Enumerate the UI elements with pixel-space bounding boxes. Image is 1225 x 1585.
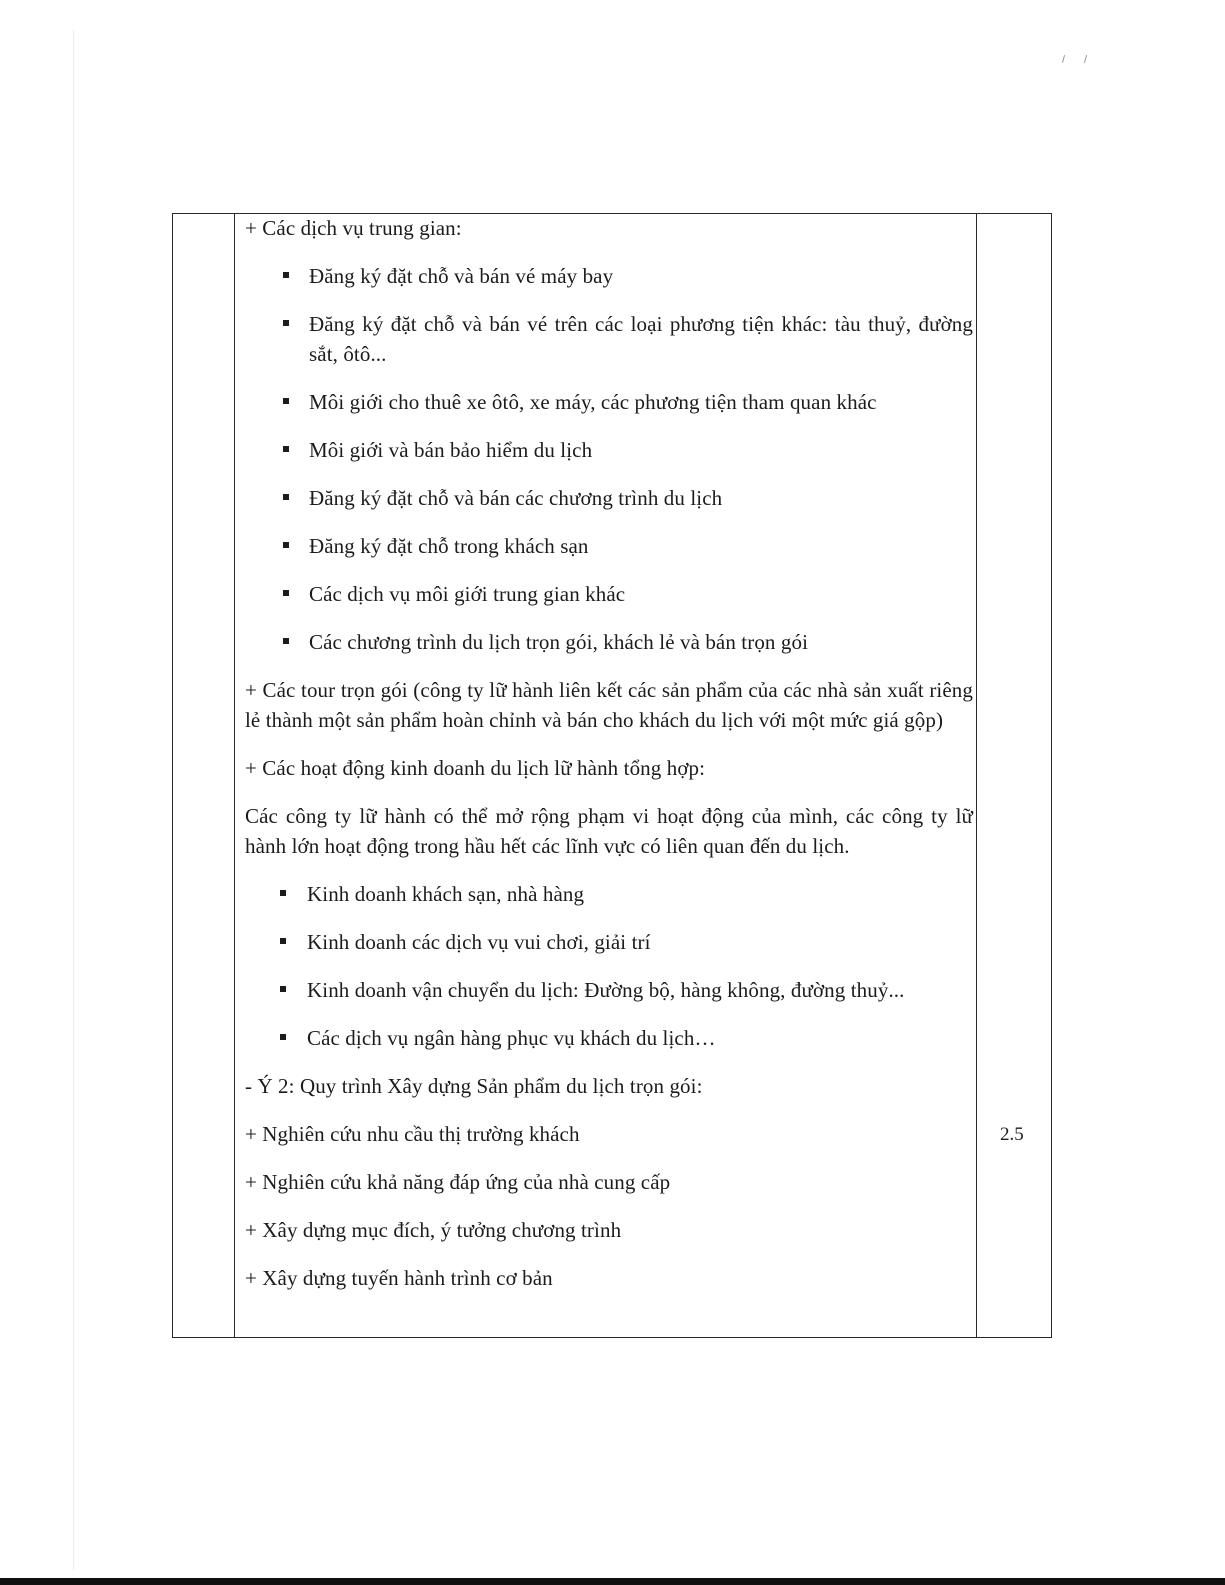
bullet-icon bbox=[280, 1034, 286, 1040]
list-item: Kinh doanh khách sạn, nhà hàng bbox=[245, 879, 973, 909]
general-list bbox=[245, 879, 973, 1053]
list-item: Các dịch vụ ngân hàng phục vụ khách du lịch… bbox=[245, 1023, 973, 1053]
bullet-icon bbox=[280, 890, 286, 896]
answer-content bbox=[245, 213, 973, 1293]
bullet-icon bbox=[280, 986, 286, 992]
scan-mark bbox=[1062, 55, 1065, 63]
list-item: Các chương trình du lịch trọn gói, khách lẻ và bán trọn gói bbox=[245, 627, 973, 657]
list-item: Kinh doanh vận chuyển du lịch: Đường bộ, hàng không, đường thuỷ... bbox=[245, 975, 973, 1005]
process-step: + Xây dựng tuyến hành trình cơ bản bbox=[245, 1266, 553, 1290]
bullet-icon bbox=[283, 320, 289, 326]
list-item: Môi giới cho thuê xe ôtô, xe máy, các phương tiện tham quan khác bbox=[245, 387, 973, 417]
list-item: Đăng ký đặt chỗ và bán vé máy bay bbox=[245, 261, 973, 291]
list-item: Đăng ký đặt chỗ và bán các chương trình du lịch bbox=[245, 483, 973, 513]
list-item: Môi giới và bán bảo hiểm du lịch bbox=[245, 435, 973, 465]
bullet-icon bbox=[283, 272, 289, 278]
intermediary-list bbox=[245, 261, 973, 657]
scan-mark bbox=[1084, 55, 1087, 63]
process-step: + Nghiên cứu khả năng đáp ứng của nhà cung cấp bbox=[245, 1170, 671, 1194]
bullet-icon bbox=[283, 494, 289, 500]
list-item: Các dịch vụ môi giới trung gian khác bbox=[245, 579, 973, 609]
section-heading: + Các dịch vụ trung gian: bbox=[245, 216, 462, 240]
scan-edge bbox=[0, 1578, 1225, 1585]
bullet-icon bbox=[283, 446, 289, 452]
column-divider bbox=[976, 214, 977, 1337]
bullet-icon bbox=[283, 542, 289, 548]
process-step: + Nghiên cứu nhu cầu thị trường khách bbox=[245, 1122, 580, 1146]
bullet-icon bbox=[280, 938, 286, 944]
bullet-icon bbox=[283, 590, 289, 596]
scan-edge bbox=[73, 30, 74, 1570]
list-item: Đăng ký đặt chỗ và bán vé trên các loại phương tiện khác: tàu thuỷ, đường sắt, ôtô... bbox=[245, 309, 973, 369]
column-divider bbox=[234, 214, 235, 1337]
section-heading: - Ý 2: Quy trình Xây dựng Sản phẩm du lịch trọn gói: bbox=[245, 1074, 703, 1098]
general-intro: Các công ty lữ hành có thể mở rộng phạm vi hoạt động của mình, các công ty lữ hành lớn hoạt động trong hầu hết các lĩnh vực có liên quan đến du lịch. bbox=[245, 804, 973, 858]
process-step: + Xây dựng mục đích, ý tưởng chương trình bbox=[245, 1218, 622, 1242]
bullet-icon bbox=[283, 638, 289, 644]
bullet-icon bbox=[283, 398, 289, 404]
list-item: Kinh doanh các dịch vụ vui chơi, giải trí bbox=[245, 927, 973, 957]
section-heading: + Các hoạt động kinh doanh du lịch lữ hành tổng hợp: bbox=[245, 756, 706, 780]
list-item: Đăng ký đặt chỗ trong khách sạn bbox=[245, 531, 973, 561]
package-tours-paragraph: + Các tour trọn gói (công ty lữ hành liên kết các sản phẩm của các nhà sản xuất riêng lẻ thành một sản phẩm hoàn chỉnh và bán cho khách du lịch với một mức giá gộp) bbox=[245, 678, 973, 732]
score-value: 2.5 bbox=[1000, 1124, 1024, 1145]
